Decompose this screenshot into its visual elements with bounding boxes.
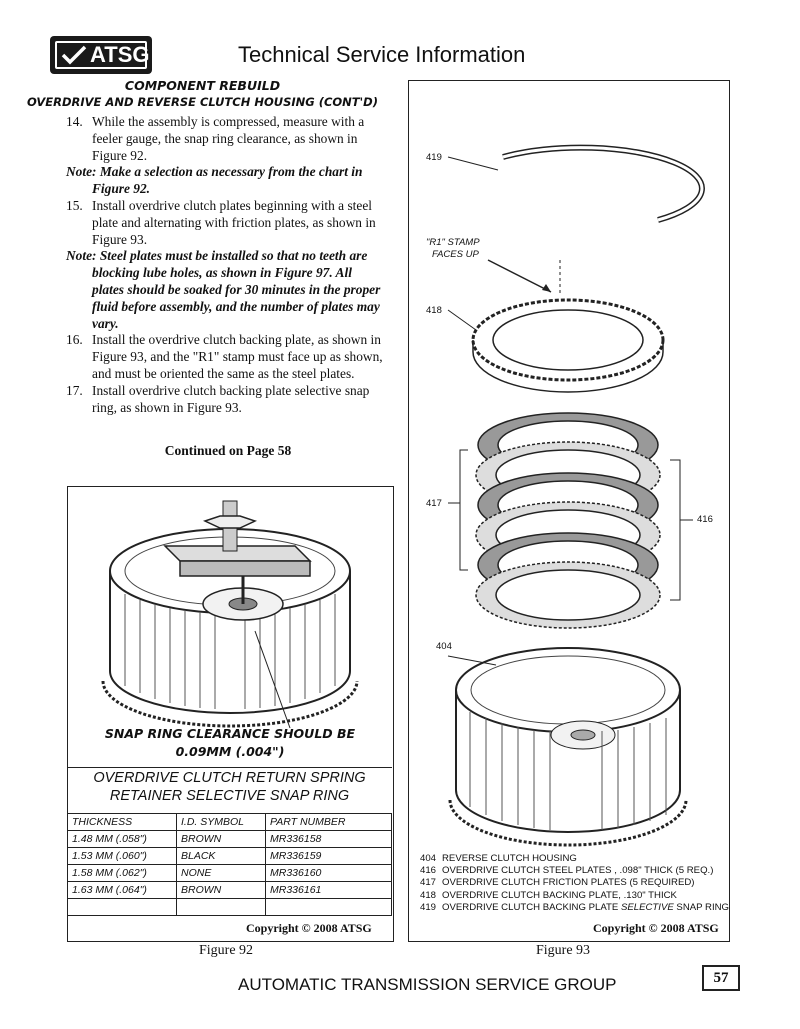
page-title: Technical Service Information (238, 42, 526, 67)
table-row (68, 899, 392, 916)
logo-text: ATSG (90, 42, 150, 67)
table-row: 1.63 MM (.064") BROWN MR336161 (68, 882, 392, 899)
continued-note: Continued on Page 58 (164, 443, 292, 458)
figure-93-copyright: Copyright © 2008 ATSG (593, 921, 719, 935)
table-header-row (68, 814, 392, 831)
step-16: 16. Install the overdrive clutch backing plate, as shown in Figure 93, and the "R1" stamp must face up as shown, and must be oriented the same as the steel plates. (66, 332, 383, 381)
snap-ring-table (67, 813, 392, 916)
table-row: 1.58 MM (.062") NONE MR336160 (68, 865, 392, 882)
legend-item: 418 OVERDRIVE CLUTCH BACKING PLATE, .130" THICK (420, 889, 677, 901)
step-text: While the assembly is compressed, measure with a feeler gauge, the snap ring clearance, as shown in Figure 92. (92, 114, 365, 163)
chart-title: OVERDRIVE CLUTCH RETURN SPRING RETAINER SELECTIVE SNAP RING (67, 767, 392, 813)
label-404: 404 (436, 641, 452, 652)
section-title: COMPONENT REBUILD (124, 78, 281, 93)
table-row: 1.53 MM (.060") BLACK MR336159 (68, 848, 392, 865)
step-note: Note: Steel plates must be installed so that no teeth are blocking lube holes, as shown in Figure 97. All plates should be soaked for 30 minutes in the proper fluid before assembly, and the number of plates may vary. (66, 248, 381, 331)
legend-item: 419 OVERDRIVE CLUTCH BACKING PLATE SELECTIVE SNAP RING (420, 901, 730, 913)
legend-item: 416 OVERDRIVE CLUTCH STEEL PLATES , .098" THICK (5 REQ.) (420, 865, 714, 877)
footer-text: AUTOMATIC TRANSMISSION SERVICE GROUP (238, 975, 617, 994)
page-number: 57 (702, 965, 740, 991)
section-subtitle: OVERDRIVE AND REVERSE CLUTCH HOUSING (CONT'D) (27, 95, 378, 109)
step-text: Install overdrive clutch plates beginning with a steel plate and alternating with friction plates, as shown in Figure 93. (92, 197, 376, 247)
column-header: PART NUMBER (266, 814, 392, 831)
selective-snap-ring-chart (67, 767, 392, 916)
step-14: 14. While the assembly is compressed, measure with a feeler gauge, the snap ring clearance, as shown in Figure 92. Note: Make a selection as necessary from the chart in Figure 92. (66, 114, 386, 198)
figure-92-caption: Figure 92 (199, 943, 254, 958)
table-row: 1.48 MM (.058") BROWN MR336158 (68, 831, 392, 848)
label-417: 417 (426, 498, 442, 509)
clutch-pack-exploded-illustration (408, 80, 728, 850)
label-418: 418 (426, 305, 442, 316)
atsg-logo (50, 36, 152, 74)
legend-item: 404 REVERSE CLUTCH HOUSING (420, 853, 577, 864)
step-17: 17. Install overdrive clutch backing plate selective snap ring, as shown in Figure 93. (66, 382, 370, 415)
step-text: Install overdrive clutch backing plate selective snap ring, as shown in Figure 93. (92, 382, 370, 415)
label-r1-stamp: "R1" STAMP FACES UP (426, 237, 480, 260)
step-text: Install the overdrive clutch backing plate, as shown in Figure 93, and the "R1" stamp must face up as shown, and must be oriented the same as the steel plates. (92, 332, 383, 381)
label-416: 416 (697, 514, 713, 525)
snap-ring-clearance-callout: SNAP RING CLEARANCE SHOULD BE 0.09MM (.004") (104, 726, 356, 759)
parts-legend (420, 853, 729, 914)
clutch-housing-compressed-illustration (95, 496, 365, 716)
procedure-steps (66, 114, 386, 416)
figure-93-caption: Figure 93 (536, 943, 591, 958)
figure-92-copyright: Copyright © 2008 ATSG (246, 921, 372, 935)
column-header: I.D. SYMBOL (177, 814, 266, 831)
label-419: 419 (426, 152, 442, 163)
step-note: Note: Make a selection as necessary from the chart in Figure 92. (66, 164, 363, 197)
step-15: 15. Install overdrive clutch plates beginning with a steel plate and alternating with friction plates, as shown in Figure 93. Note: Steel plates must be installed so that no teeth are blocking lube holes, as shown in Figure 97. All plates should be soaked for 30 minutes in the proper fluid before assembly, and the number of plates may vary. (66, 198, 386, 332)
legend-item: 417 OVERDRIVE CLUTCH FRICTION PLATES (5 REQUIRED) (420, 877, 695, 889)
checkmark-icon (62, 46, 86, 64)
column-header: THICKNESS (68, 814, 177, 831)
